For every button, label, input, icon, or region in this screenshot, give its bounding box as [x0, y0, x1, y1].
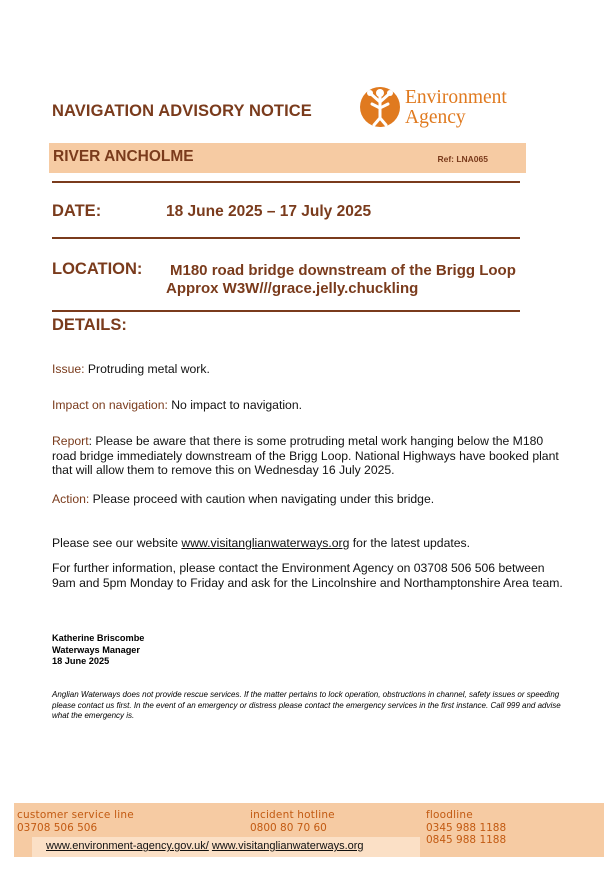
floodline-number-1: 0345 988 1188 [426, 821, 507, 834]
report-text: : Please be aware that there is some protruding metal work hanging below the M180 road bridge immediately downstream of the Brigg Loop. National Highways have booked plant that will allow them to remove this on Wednesday 16 July 2025. [52, 434, 559, 477]
issue-paragraph [52, 362, 567, 377]
website-pre: Please see our website [52, 536, 182, 550]
date-label: DATE: [52, 202, 102, 220]
incident-hotline-number: 0800 80 70 60 [250, 821, 327, 834]
incident-hotline-label: incident hotline [250, 809, 335, 821]
environment-agency-tree-icon [359, 84, 401, 130]
location-label: LOCATION: [52, 260, 143, 278]
impact-label: Impact on navigation: [52, 398, 168, 412]
report-label: Report [52, 434, 89, 448]
action-label: Action: [52, 492, 90, 506]
website-post: for the latest updates. [349, 536, 470, 550]
logo-line-1: Environment [405, 87, 507, 108]
issue-label: Issue: [52, 362, 85, 376]
customer-service-block [17, 809, 134, 834]
river-band [49, 143, 526, 173]
footer-links-bar [32, 837, 420, 857]
report-paragraph [52, 434, 567, 478]
signature-block [52, 633, 144, 668]
customer-service-label: customer service line [17, 809, 134, 821]
website-link[interactable]: www.visitanglianwaterways.org [181, 536, 350, 550]
divider [52, 310, 520, 312]
signature-name: Katherine Briscombe [52, 633, 145, 643]
impact-text: No impact to navigation. [167, 398, 302, 412]
issue-text: Protruding metal work. [84, 362, 210, 376]
signature-role: Waterways Manager [52, 644, 140, 655]
floodline-number-2: 0845 988 1188 [426, 834, 507, 846]
reference-number: Ref: LNA065 [437, 154, 488, 164]
disclaimer: Anglian Waterways does not provide rescue services. If the matter pertains to lock operation, obstructions in channel, safety issues or speeding please contact us first. In the event of an emergency or distress please contact the emergency services in the first instance. Call 999 and advise what the emergency is. [52, 690, 561, 720]
impact-paragraph [52, 398, 567, 413]
footer-band [14, 803, 604, 857]
divider [52, 237, 520, 239]
environment-agency-logo [359, 84, 529, 134]
location-line-2: Approx W3W///grace.jelly.chuckling [166, 280, 419, 297]
incident-hotline-block [250, 809, 335, 834]
customer-service-number: 03708 506 506 [17, 821, 98, 834]
contact-paragraph: For further information, please contact the Environment Agency on 03708 506 506 between 9am and 5pm Monday to Friday and ask for the Lincolnshire and Northamptonshire Area team. [52, 561, 563, 590]
river-name: RIVER ANCHOLME [53, 148, 194, 165]
action-paragraph [52, 492, 567, 507]
action-text: Please proceed with caution when navigating under this bridge. [89, 492, 435, 506]
floodline-block [426, 809, 506, 847]
logo-line-2: Agency [405, 107, 466, 128]
date-value: 18 June 2025 – 17 July 2025 [166, 203, 372, 220]
signature-date: 18 June 2025 [52, 656, 110, 666]
details-label: DETAILS: [52, 316, 127, 334]
visit-anglian-waterways-link[interactable]: www.visitanglianwaterways.org [211, 840, 364, 852]
environment-agency-link[interactable]: www.environment-agency.gov.uk/ [46, 840, 209, 852]
divider [52, 181, 520, 183]
location-line-1: M180 road bridge downstream of the Brigg Loop [170, 262, 516, 279]
notice-title: NAVIGATION ADVISORY NOTICE [52, 102, 312, 120]
website-paragraph [52, 536, 567, 551]
floodline-label: floodline [426, 809, 473, 821]
